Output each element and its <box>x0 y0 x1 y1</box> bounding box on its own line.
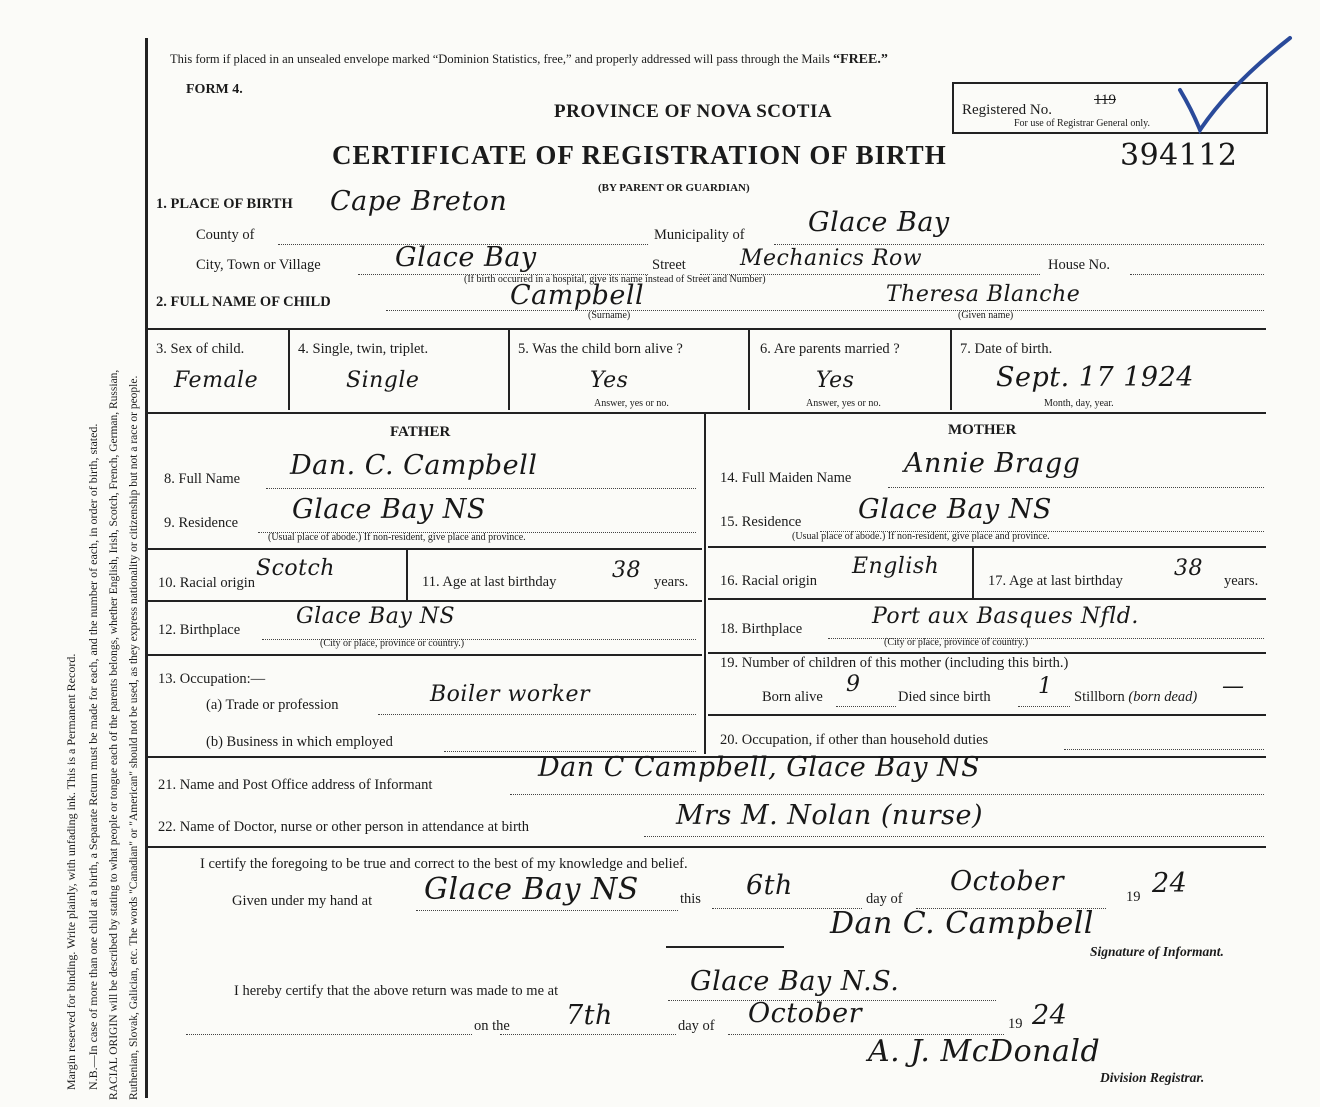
surname-caption: (Surname) <box>588 310 631 321</box>
date-of-birth-value: Sept. 17 1924 <box>996 362 1194 393</box>
certificate-number: 394112 <box>1120 138 1238 173</box>
informant-certify-text: I certify the foregoing to be true and correct to the best of my knowledge and belief. <box>200 856 688 872</box>
child-given-name: Theresa Blanche <box>886 282 1081 307</box>
registrar-month-value: October <box>748 998 863 1029</box>
form-number: FORM 4. <box>186 82 243 97</box>
parents-married-note: Answer, yes or no. <box>806 398 881 409</box>
mother-residence-label: 15. Residence <box>720 514 802 530</box>
father-name-value: Dan. C. Campbell <box>290 450 538 481</box>
sex-label: 3. Sex of child. <box>156 341 245 357</box>
rule-v1 <box>288 330 290 410</box>
rule-f1 <box>148 548 702 550</box>
rule-m4 <box>708 714 1266 716</box>
rule-m-age <box>972 548 974 598</box>
father-occupation-label: 13. Occupation:— <box>158 671 266 687</box>
mother-name-line <box>888 487 1264 488</box>
margin-note-1: Margin reserved for binding. Write plainly, with unfading ink. This is a Permanent Record. <box>64 653 78 1090</box>
county-label: County of <box>196 227 255 243</box>
father-racial-origin-label: 10. Racial origin <box>158 575 256 591</box>
given-year-value: 24 <box>1152 868 1188 899</box>
rule-f2 <box>148 600 702 602</box>
rule-m2 <box>708 598 1266 600</box>
parents-married-value: Yes <box>816 368 855 393</box>
registered-struck-number: 119 <box>1094 92 1116 108</box>
given-place-value: Glace Bay NS <box>424 872 639 907</box>
registrar-signature: A. J. McDonald <box>868 1034 1101 1069</box>
date-of-birth-note: Month, day, year. <box>1044 398 1114 409</box>
father-birthplace-note: (City or place, province or country.) <box>320 638 465 649</box>
place-of-birth-label: 1. PLACE OF BIRTH <box>156 196 293 212</box>
informant-label: 21. Name and Post Office address of Informant <box>158 777 433 793</box>
binding-margin <box>0 0 150 1107</box>
mother-birthplace-label: 18. Birthplace <box>720 621 803 637</box>
municipality-value: Glace Bay <box>808 207 950 238</box>
plurality-value: Single <box>346 368 420 393</box>
father-age-label: 11. Age at last birthday <box>422 574 557 590</box>
informant-line <box>510 794 1264 795</box>
died-line <box>1018 706 1070 707</box>
registrar-year-value: 24 <box>1032 1000 1068 1031</box>
stillborn-count: — <box>1222 674 1245 699</box>
city-value: Glace Bay <box>395 242 537 273</box>
given-name-caption: (Given name) <box>958 310 1014 321</box>
rule-f3 <box>148 654 702 656</box>
registrar-caption: Division Registrar. <box>1100 1070 1205 1085</box>
children-count-label: 19. Number of children of this mother (including this birth.) <box>720 655 1069 671</box>
on-the-label: on the <box>474 1018 510 1034</box>
registrar-day-value: 7th <box>566 1000 613 1031</box>
attendant-label: 22. Name of Doctor, nurse or other person in attendance at birth <box>158 819 530 835</box>
born-alive-count: 9 <box>846 672 861 697</box>
registrar-year-prefix: 19 <box>1008 1016 1023 1032</box>
father-residence-label: 9. Residence <box>164 515 239 531</box>
father-birthplace-label: 12. Birthplace <box>158 622 241 638</box>
informant-signature: Dan C. Campbell <box>830 906 1094 941</box>
municipality-label: Municipality of <box>654 227 745 243</box>
alive-line <box>836 706 896 707</box>
given-place-line <box>416 910 678 911</box>
registrar-certify-text: I hereby certify that the above return was made to me at <box>234 983 559 999</box>
date-of-birth-label: 7. Date of birth. <box>960 341 1053 357</box>
checkmark-icon <box>1160 30 1300 140</box>
margin-note-4: Ruthenian, Slovak, Galician, etc. The words "Canadian" or "American" should not be used, as they express nationality or citizenship but not a race or people. <box>128 375 140 1100</box>
informant-value: Dan C Campbell, Glace Bay NS <box>538 752 981 783</box>
mother-name-label: 14. Full Maiden Name <box>720 470 852 486</box>
mother-occupation-label: 20. Occupation, if other than household duties <box>720 732 989 748</box>
margin-rule <box>145 38 148 1098</box>
street-value: Mechanics Row <box>740 246 923 271</box>
rule-m3 <box>708 652 1266 654</box>
registrar-place-value: Glace Bay N.S. <box>690 966 900 997</box>
father-residence-value: Glace Bay NS <box>292 494 486 525</box>
this-label: this <box>680 891 701 907</box>
mother-age-label: 17. Age at last birthday <box>988 573 1123 589</box>
sex-value: Female <box>174 368 259 393</box>
municipality-line <box>774 244 1264 245</box>
given-day-value: 6th <box>746 870 793 901</box>
attendant-line <box>644 836 1264 837</box>
reg-day-line <box>500 1034 676 1035</box>
certificate-subtitle: (BY PARENT OR GUARDIAN) <box>598 182 750 194</box>
mother-birthplace-value: Port aux Basques Nfld. <box>872 604 1139 629</box>
born-alive-note: Answer, yes or no. <box>594 398 669 409</box>
father-birthplace-value: Glace Bay NS <box>296 604 456 629</box>
margin-note-2: N.B.—In case of more than one child at a birth, a Separate Return must be made for each, and the number of each, in order of birth, stated. <box>86 423 100 1090</box>
child-surname: Campbell <box>510 280 645 311</box>
father-residence-note: (Usual place of abode.) If non-resident, give place and province. <box>268 532 526 543</box>
mother-racial-origin-label: 16. Racial origin <box>720 573 818 589</box>
father-years-label: years. <box>654 574 689 590</box>
mother-age-value: 38 <box>1174 556 1203 581</box>
margin-note-3: RACIAL ORIGIN will be described by stating to what people or tongue each of the parents belongs, whether English, Irish, Scotch, French, German, Russian, <box>108 369 120 1100</box>
rule-m1 <box>708 546 1266 548</box>
year-prefix: 19 <box>1126 889 1141 905</box>
born-alive-label: 5. Was the child born alive ? <box>518 341 683 357</box>
rule-v4 <box>950 330 952 410</box>
given-under-hand-label: Given under my hand at <box>232 893 373 909</box>
house-line <box>1130 274 1264 275</box>
rule-f-age <box>406 550 408 600</box>
father-name-label: 8. Full Name <box>164 471 241 487</box>
mother-residence-note: (Usual place of abode.) If non-resident, give place and province. <box>792 531 1050 542</box>
stillborn-label: Stillborn (born dead) <box>1074 689 1198 705</box>
mother-residence-value: Glace Bay NS <box>858 494 1052 525</box>
father-age-value: 38 <box>612 558 641 583</box>
parents-married-label: 6. Are parents married ? <box>760 341 900 357</box>
rule-row3-top <box>148 328 1266 330</box>
province-heading: PROVINCE OF NOVA SCOTIA <box>554 101 833 122</box>
trade-label: (a) Trade or profession <box>206 697 339 713</box>
given-month-value: October <box>950 866 1065 897</box>
mother-occ-line <box>1064 749 1264 750</box>
died-count: 1 <box>1038 674 1053 699</box>
street-label: Street <box>652 257 686 273</box>
city-label: City, Town or Village <box>196 257 321 273</box>
plurality-label: 4. Single, twin, triplet. <box>298 341 429 357</box>
trade-line <box>378 714 696 715</box>
county-value: Cape Breton <box>330 186 508 217</box>
registrar-day-of-label: day of <box>678 1018 715 1034</box>
day-of-label: day of <box>866 891 903 907</box>
child-name-label: 2. FULL NAME OF CHILD <box>156 294 331 310</box>
rule-parents-divider <box>704 414 706 754</box>
trade-value: Boiler worker <box>430 682 590 707</box>
reg-lead-line <box>186 1034 472 1035</box>
rule-signature-dash <box>666 946 784 948</box>
died-label: Died since birth <box>898 689 991 705</box>
hospital-note: (If birth occurred in a hospital, give its name instead of Street and Number) <box>464 274 766 285</box>
registered-label: Registered No. <box>962 102 1052 118</box>
father-racial-origin-value: Scotch <box>256 556 335 581</box>
postal-notice: This form if placed in an unsealed envelope marked “Dominion Statistics, free,” and properly addressed will pass through the Mails “FREE.” <box>170 52 888 67</box>
business-label: (b) Business in which employed <box>206 734 393 750</box>
born-alive-count-label: Born alive <box>762 689 823 705</box>
mother-racial-origin-value: English <box>852 554 940 579</box>
rule-row3-bottom <box>148 412 1266 414</box>
rule-cert-top <box>148 846 1266 848</box>
mother-name-value: Annie Bragg <box>904 448 1081 479</box>
rule-v3 <box>748 330 750 410</box>
father-heading: FATHER <box>390 424 451 440</box>
rule-v2 <box>508 330 510 410</box>
mother-years-label: years. <box>1224 573 1259 589</box>
signature-caption: Signature of Informant. <box>1090 944 1224 959</box>
certificate-title: CERTIFICATE OF REGISTRATION OF BIRTH <box>332 140 947 170</box>
born-alive-value: Yes <box>590 368 629 393</box>
registered-note: For use of Registrar General only. <box>1014 118 1150 129</box>
house-number-label: House No. <box>1048 257 1111 273</box>
father-name-line <box>266 488 696 489</box>
attendant-value: Mrs M. Nolan (nurse) <box>676 800 983 831</box>
mother-heading: MOTHER <box>948 422 1017 438</box>
mother-birthplace-note: (City or place, province of country.) <box>884 637 1029 648</box>
